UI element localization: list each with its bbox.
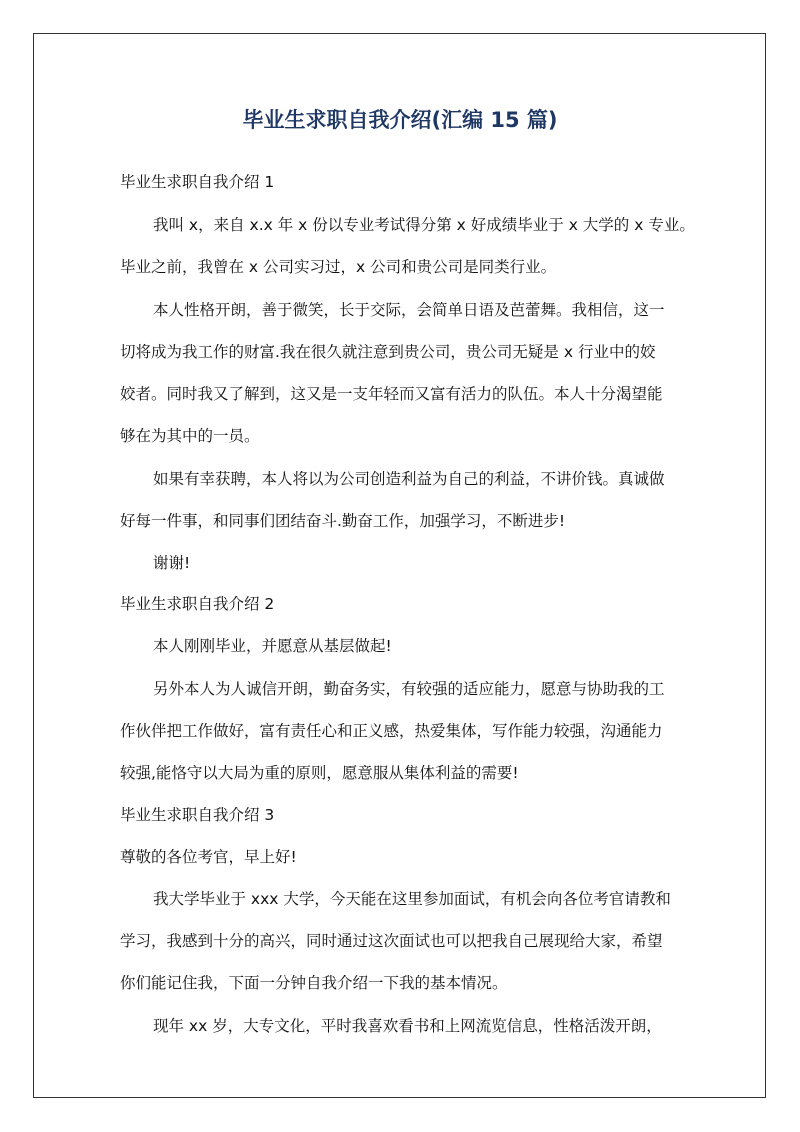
paragraph-line: 谢谢! [153, 554, 191, 572]
section-heading-2: 毕业生求职自我介绍 2 [120, 595, 275, 613]
paragraph-line: 好每一件事，和同事们团结奋斗.勤奋工作，加强学习，不断进步! [120, 512, 566, 530]
document-title: 毕业生求职自我介绍(汇编 15 篇) [242, 108, 558, 132]
paragraph-line: 我大学毕业于 xxx 大学，今天能在这里参加面试，有机会向各位考官请教和 [153, 890, 671, 908]
paragraph-line: 本人性格开朗，善于微笑，长于交际，会简单日语及芭蕾舞。我相信，这一 [153, 301, 665, 319]
paragraph-line: 另外本人为人诚信开朗，勤奋务实，有较强的适应能力，愿意与协助我的工 [153, 680, 665, 698]
paragraph-line: 尊敬的各位考官，早上好! [120, 848, 297, 866]
paragraph-line: 如果有幸获聘，本人将以为公司创造利益为自己的利益，不讲价钱。真诚做 [153, 470, 665, 488]
paragraph-line: 现年 xx 岁，大专文化，平时我喜欢看书和上网流览信息，性格活泼开朗， [153, 1017, 662, 1035]
paragraph-line: 本人刚刚毕业，并愿意从基层做起! [153, 637, 392, 655]
paragraph-line: 够在为其中的一员。 [120, 427, 260, 445]
section-heading-1: 毕业生求职自我介绍 1 [120, 173, 275, 191]
paragraph-line: 你们能记住我，下面一分钟自我介绍一下我的基本情况。 [120, 974, 508, 992]
paragraph-line: 较强,能恪守以大局为重的原则，愿意服从集体利益的需要! [120, 764, 519, 782]
paragraph-line: 姣者。同时我又了解到，这又是一支年轻而又富有活力的队伍。本人十分渴望能 [120, 385, 663, 403]
paragraph-line: 毕业之前，我曾在 x 公司实习过，x 公司和贵公司是同类行业。 [120, 258, 557, 276]
section-heading-3: 毕业生求职自我介绍 3 [120, 806, 275, 824]
paragraph-line: 作伙伴把工作做好，富有责任心和正义感，热爱集体，写作能力较强，沟通能力 [120, 722, 663, 740]
paragraph-line: 切将成为我工作的财富.我在很久就注意到贵公司，贵公司无疑是 x 行业中的姣 [120, 343, 656, 361]
paragraph-line: 我叫 x，来自 x.x 年 x 份以专业考试得分第 x 好成绩毕业于 x 大学的 x 专业。 [153, 216, 695, 234]
paragraph-line: 学习，我感到十分的高兴，同时通过这次面试也可以把我自己展现给大家，希望 [120, 932, 663, 950]
